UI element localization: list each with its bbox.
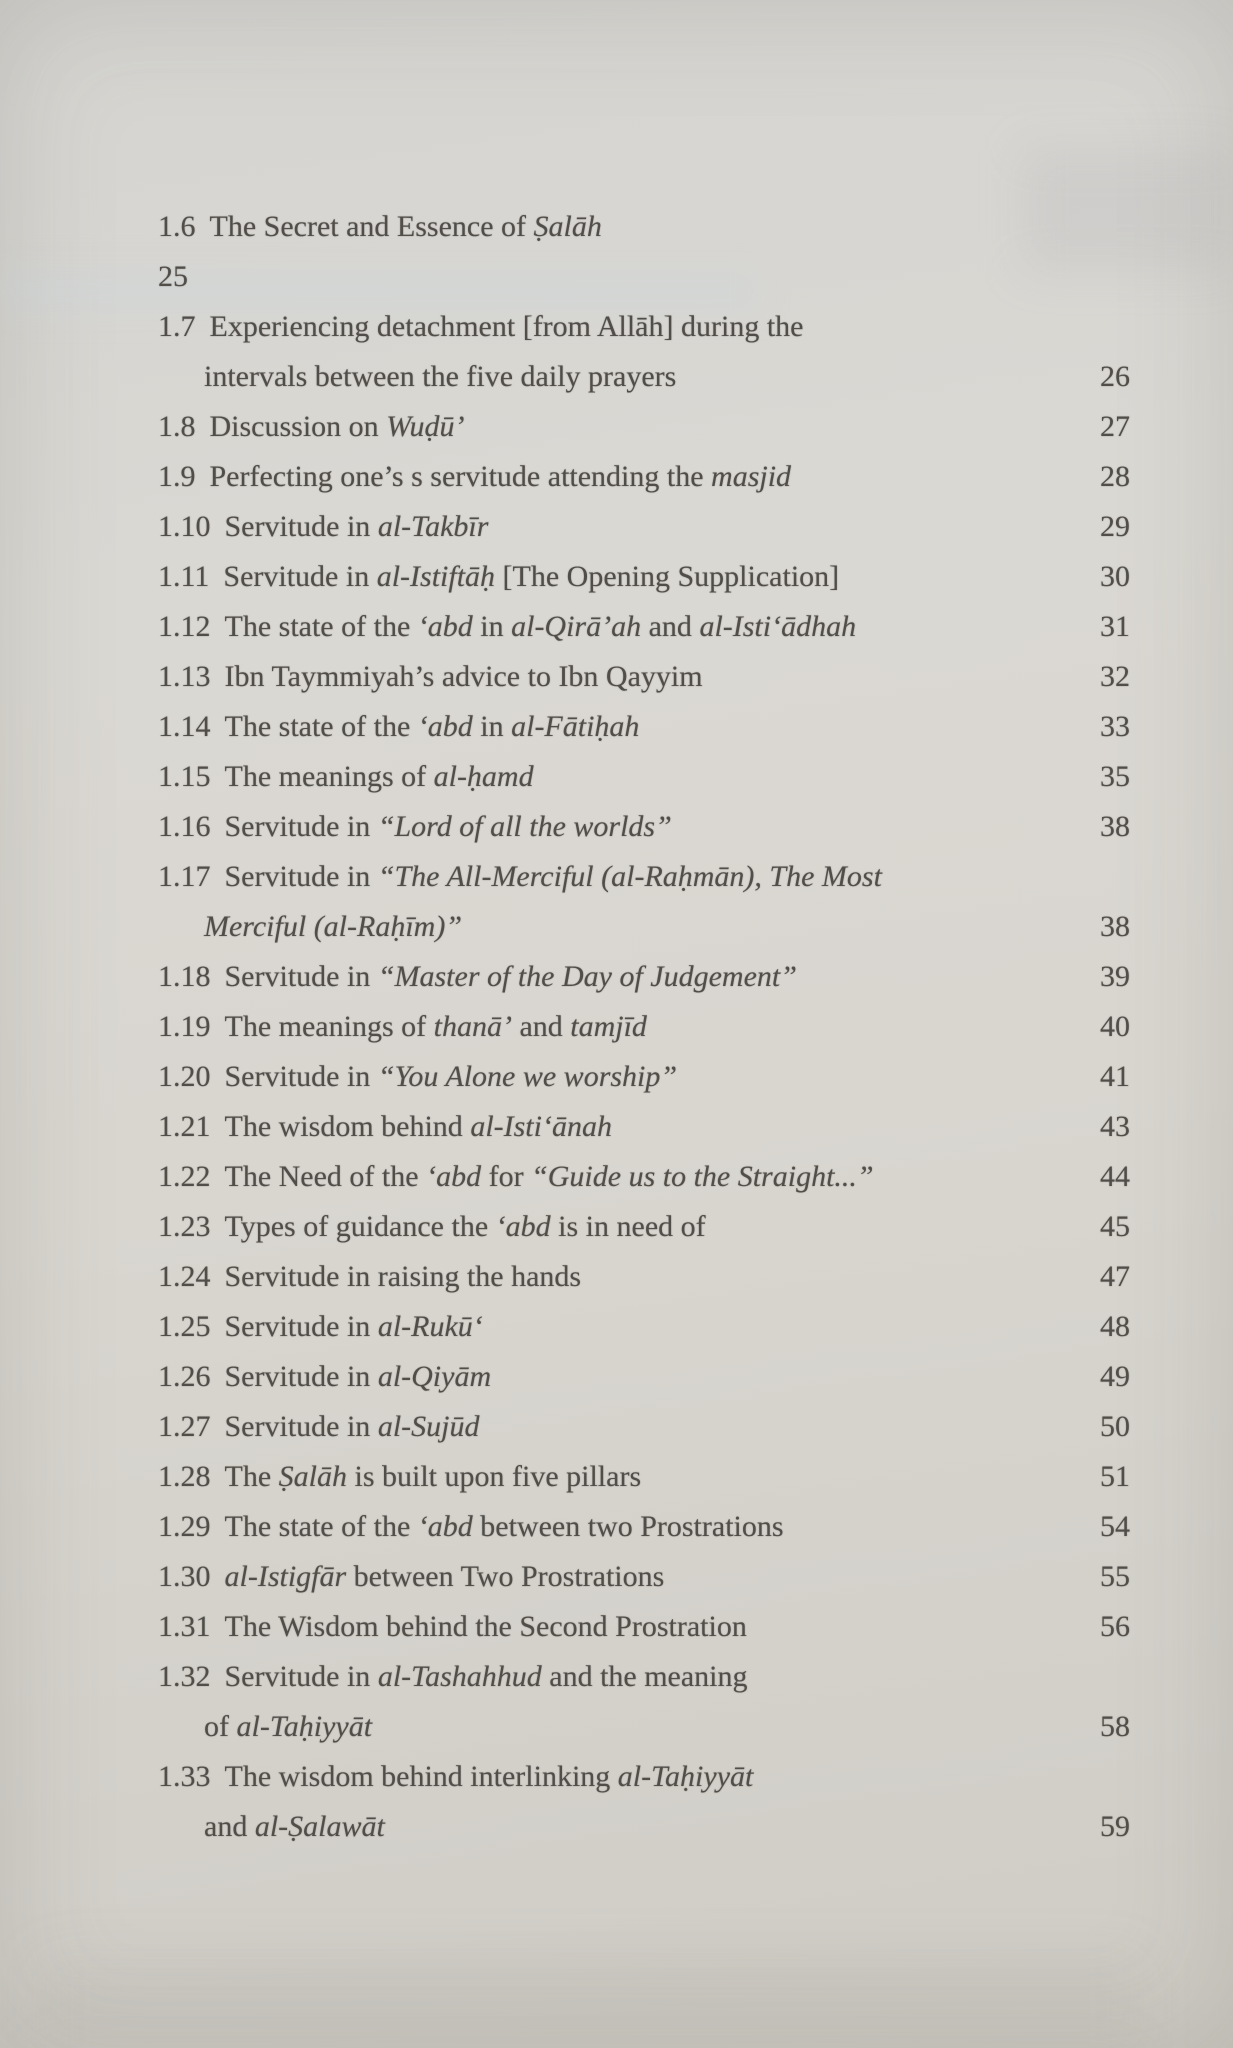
entry-title-text: is built upon five pillars (346, 1460, 642, 1493)
toc-entry (158, 402, 1130, 452)
entry-page-number: 40 (1100, 1010, 1130, 1043)
entry-title-text: between Two Prostrations (346, 1560, 665, 1593)
entry-number: 1.24 (158, 1260, 211, 1293)
entry-number: 1.30 (158, 1560, 211, 1593)
entry-number: 1.19 (158, 1010, 211, 1043)
entry-title-text: al-Rukū‘ (377, 1310, 483, 1343)
entry-number: 1.12 (158, 610, 211, 643)
entry-title-text: is in need of (550, 1210, 706, 1243)
entry-page-number: 58 (1100, 1710, 1130, 1743)
entry-page-number: 29 (1100, 510, 1130, 543)
entry-title-text: The (224, 1460, 279, 1493)
entry-title-text: Merciful (al-Raḥīm)” (204, 910, 463, 943)
toc-entry (158, 652, 1130, 702)
entry-title-text: The wisdom behind (224, 1110, 471, 1143)
toc-entry (158, 1102, 1130, 1152)
entry-number: 1.25 (158, 1310, 211, 1343)
toc-entry (158, 1052, 1130, 1102)
entry-page-number: 49 (1100, 1360, 1130, 1393)
toc-entry (158, 702, 1130, 752)
toc-entry-continuation (158, 352, 1130, 402)
table-of-contents (158, 202, 1130, 1852)
entry-title-text: “The All-Merciful (al-Raḥmān), The Most (377, 860, 882, 893)
entry-number: 1.27 (158, 1410, 211, 1443)
entry-title-text: The state of the (224, 710, 418, 743)
entry-number: 1.7 (158, 310, 196, 343)
entry-title-text: Servitude in raising the hands (224, 1260, 582, 1293)
entry-number: 1.18 (158, 960, 211, 993)
entry-title-text: al-Taḥiyyāt (617, 1760, 754, 1793)
toc-entry (158, 1652, 1130, 1702)
toc-entry-continuation (158, 1702, 1130, 1752)
entry-page-number: 27 (1100, 410, 1130, 443)
entry-number: 1.17 (158, 860, 211, 893)
entry-page-number: 30 (1100, 560, 1130, 593)
entry-title-text: Servitude in (224, 1310, 378, 1343)
entry-page-number: 45 (1100, 1210, 1130, 1243)
entry-number: 1.29 (158, 1510, 211, 1543)
entry-number: 1.6 (158, 210, 196, 243)
entry-title-text: intervals between the five daily prayers (204, 360, 677, 393)
entry-title-text: The Need of the (224, 1160, 427, 1193)
entry-page-number: 38 (1100, 910, 1130, 943)
entry-title-text: of (204, 1710, 237, 1743)
entry-title-text: in (472, 610, 512, 643)
entry-number: 1.10 (158, 510, 211, 543)
entry-title-text: Servitude in (224, 860, 378, 893)
entry-title-text: al-Qiyām (377, 1360, 492, 1393)
entry-title-text: al-Takbīr (377, 510, 489, 543)
entry-number: 1.9 (158, 460, 196, 493)
entry-number: 1.21 (158, 1110, 211, 1143)
entry-page-number: 55 (1100, 1560, 1130, 1593)
entry-title-text: ‘abd (495, 1210, 551, 1243)
entry-title-text: ‘abd (417, 610, 473, 643)
entry-page-number: 41 (1100, 1060, 1130, 1093)
toc-entry (158, 602, 1130, 652)
toc-entry (158, 1752, 1130, 1802)
entry-title-text: Ibn Taymmiyah’s advice to Ibn Qayyim (224, 660, 703, 693)
toc-entry (158, 1152, 1130, 1202)
entry-title-text: tamjīd (570, 1010, 647, 1043)
entry-title-text: al-Qirā’ah (511, 610, 642, 643)
entry-title-text: al-Sujūd (377, 1410, 480, 1443)
toc-entry-continuation (158, 1802, 1130, 1852)
entry-page-number: 48 (1100, 1310, 1130, 1343)
entry-title-text: ‘abd (417, 710, 473, 743)
paper-smudge (40, 1958, 1140, 2048)
toc-entry (158, 952, 1130, 1002)
entry-title-text: Servitude in (224, 1410, 378, 1443)
entry-page-number: 54 (1100, 1510, 1130, 1543)
entry-number: 1.16 (158, 810, 211, 843)
entry-number: 1.8 (158, 410, 196, 443)
entry-page-number: 25 (158, 260, 188, 293)
entry-page-number: 59 (1100, 1810, 1130, 1843)
entry-number: 1.31 (158, 1610, 211, 1643)
entry-title-text: The state of the (224, 610, 418, 643)
entry-title-text: ‘abd (417, 1510, 473, 1543)
entry-page-number: 32 (1100, 660, 1130, 693)
toc-entry (158, 552, 1130, 602)
entry-page-number: 43 (1100, 1110, 1130, 1143)
entry-title-text: Servitude in (224, 1060, 378, 1093)
entry-number: 1.15 (158, 760, 211, 793)
toc-entry (158, 752, 1130, 802)
toc-entry (158, 1552, 1130, 1602)
entry-number: 1.13 (158, 660, 211, 693)
toc-entry (158, 1352, 1130, 1402)
entry-title-text: Perfecting one’s s servitude attending the (209, 460, 712, 493)
entry-page-number: 56 (1100, 1610, 1130, 1643)
entry-title-text: “Lord of all the worlds” (377, 810, 672, 843)
entry-page-number: 39 (1100, 960, 1130, 993)
entry-number: 1.20 (158, 1060, 211, 1093)
entry-title-text: Servitude in (223, 560, 377, 593)
entry-title-text: The wisdom behind interlinking (224, 1760, 618, 1793)
toc-entry (158, 1202, 1130, 1252)
entry-number: 1.28 (158, 1460, 211, 1493)
toc-entry (158, 802, 1130, 852)
entry-title-text: al-Tashahhud (377, 1660, 542, 1693)
entry-number: 1.14 (158, 710, 211, 743)
entry-title-text: al-Istiftāḥ (376, 560, 496, 593)
entry-title-text: between two Prostrations (472, 1510, 784, 1543)
entry-title-text: Ṣalāh (533, 210, 602, 243)
entry-number: 1.23 (158, 1210, 211, 1243)
entry-title-text: Servitude in (224, 960, 378, 993)
entry-title-text: al-Ṣalawāt (254, 1810, 385, 1843)
toc-entry (158, 1302, 1130, 1352)
entry-title-text: al-ḥamd (433, 760, 534, 793)
entry-title-text: al-Istigfār (224, 1560, 347, 1593)
entry-page-number: 47 (1100, 1260, 1130, 1293)
entry-title-text: The meanings of (224, 760, 434, 793)
toc-entry (158, 502, 1130, 552)
entry-number: 1.26 (158, 1360, 211, 1393)
toc-entry (158, 1002, 1130, 1052)
entry-title-text: The state of the (224, 1510, 418, 1543)
entry-title-text: [The Opening Supplication] (495, 560, 840, 593)
entry-title-text: “Master of the Day of Judgement” (377, 960, 797, 993)
entry-title-text: The Secret and Essence of (209, 210, 534, 243)
entry-title-text: “You Alone we worship” (377, 1060, 678, 1093)
entry-title-text: Discussion on (209, 410, 387, 443)
toc-entry-page-line (158, 252, 1130, 302)
entry-page-number: 38 (1100, 810, 1130, 843)
toc-entry (158, 302, 1130, 352)
toc-entry (158, 1402, 1130, 1452)
entry-title-text: Servitude in (224, 510, 378, 543)
toc-entry (158, 852, 1130, 902)
entry-title-text: thanā’ (433, 1010, 512, 1043)
entry-number: 1.11 (158, 560, 210, 593)
entry-page-number: 28 (1100, 460, 1130, 493)
entry-number: 1.22 (158, 1160, 211, 1193)
entry-title-text: and (641, 610, 700, 643)
entry-title-text: Types of guidance the (224, 1210, 496, 1243)
toc-entry (158, 452, 1130, 502)
entry-page-number: 31 (1100, 610, 1130, 643)
toc-entry-continuation (158, 902, 1130, 952)
entry-title-text: The meanings of (224, 1010, 434, 1043)
entry-title-text: Servitude in (224, 810, 378, 843)
entry-title-text: ‘abd (426, 1160, 482, 1193)
entry-title-text: and (511, 1010, 571, 1043)
entry-page-number: 26 (1100, 360, 1130, 393)
entry-page-number: 51 (1100, 1460, 1130, 1493)
toc-entry (158, 1252, 1130, 1302)
toc-entry (158, 1452, 1130, 1502)
entry-title-text: for (481, 1160, 532, 1193)
entry-title-text: Experiencing detachment [from Allāh] during the (209, 310, 804, 343)
entry-title-text: Wuḍū’ (386, 410, 465, 443)
entry-title-text: The Wisdom behind the Second Prostration (224, 1610, 747, 1643)
entry-page-number: 35 (1100, 760, 1130, 793)
entry-page-number: 50 (1100, 1410, 1130, 1443)
toc-entry (158, 1502, 1130, 1552)
entry-title-text: “Guide us to the Straight...” (531, 1160, 874, 1193)
entry-title-text: Servitude in (224, 1360, 378, 1393)
entry-title-text: al-Isti‘ānah (470, 1110, 612, 1143)
entry-title-text: al-Isti‘ādhah (699, 610, 857, 643)
entry-title-text: and the meaning (541, 1660, 748, 1693)
entry-number: 1.33 (158, 1760, 211, 1793)
entry-title-text: al-Fātiḥah (511, 710, 640, 743)
entry-title-text: and (204, 1810, 255, 1843)
entry-page-number: 44 (1100, 1160, 1130, 1193)
entry-title-text: in (472, 710, 512, 743)
entry-title-text: Servitude in (224, 1660, 378, 1693)
entry-page-number: 33 (1100, 710, 1130, 743)
toc-entry (158, 1602, 1130, 1652)
entry-title-text: al-Taḥiyyāt (236, 1710, 373, 1743)
entry-title-text: masjid (711, 460, 792, 493)
entry-title-text: Ṣalāh (278, 1460, 347, 1493)
toc-entry (158, 202, 1130, 252)
entry-number: 1.32 (158, 1660, 211, 1693)
